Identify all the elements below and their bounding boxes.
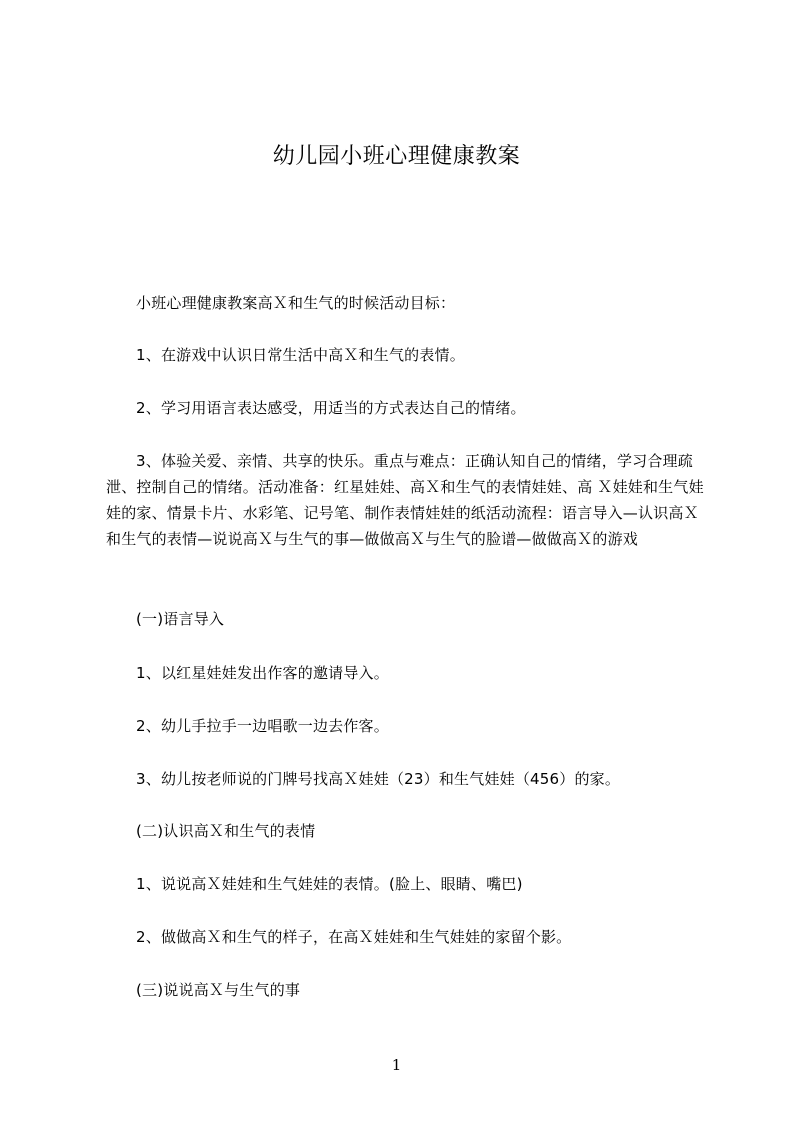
paragraph-objective-1: 1、在游戏中认识日常生活中高Ｘ和生气的表情。 xyxy=(136,346,465,364)
paragraph-step-2-1: 1、说说高Ｘ娃娃和生气娃娃的表情。(脸上、眼睛、嘴巴) xyxy=(136,875,523,893)
section-heading-2: (二)认识高Ｘ和生气的表情 xyxy=(136,822,316,840)
section-heading-1: (一)语言导入 xyxy=(136,610,225,628)
paragraph-objectives-heading: 小班心理健康教案高Ｘ和生气的时候活动目标： xyxy=(136,294,456,312)
page-number: 1 xyxy=(391,1056,402,1074)
paragraph-step-1-1: 1、以红星娃娃发出作客的邀请导入。 xyxy=(136,664,389,682)
document-title: 幼儿园小班心理健康教案 xyxy=(272,144,521,169)
paragraph-objective-2: 2、学习用语言表达感受，用适当的方式表达自己的情绪。 xyxy=(136,399,526,417)
section-heading-3: (三)说说高Ｘ与生气的事 xyxy=(136,981,301,999)
paragraph-step-2-2: 2、做做高Ｘ和生气的样子，在高Ｘ娃娃和生气娃娃的家留个影。 xyxy=(136,928,572,946)
paragraph-objective-3: 3、体验关爱、亲情、共享的快乐。重点与难点：正确认知自己的情绪，学习合理疏泄、控制自己的情绪。活动准备：红星娃娃、高Ｘ和生气的表情娃娃、高 Ｘ娃娃和生气娃娃的家、情景卡片、水彩笔、记号笔、制作表情娃娃的纸活动流程：语言导入—认识高Ｘ和生气的表情—说说高Ｘ与生气的事—做做高Ｘ与生气的脸谱—做做高Ｘ的游戏 xyxy=(106,452,704,548)
paragraph-step-1-3: 3、幼儿按老师说的门牌号找高Ｘ娃娃（23）和生气娃娃（456）的家。 xyxy=(136,770,621,788)
paragraph-step-1-2: 2、幼儿手拉手一边唱歌一边去作客。 xyxy=(136,717,389,735)
